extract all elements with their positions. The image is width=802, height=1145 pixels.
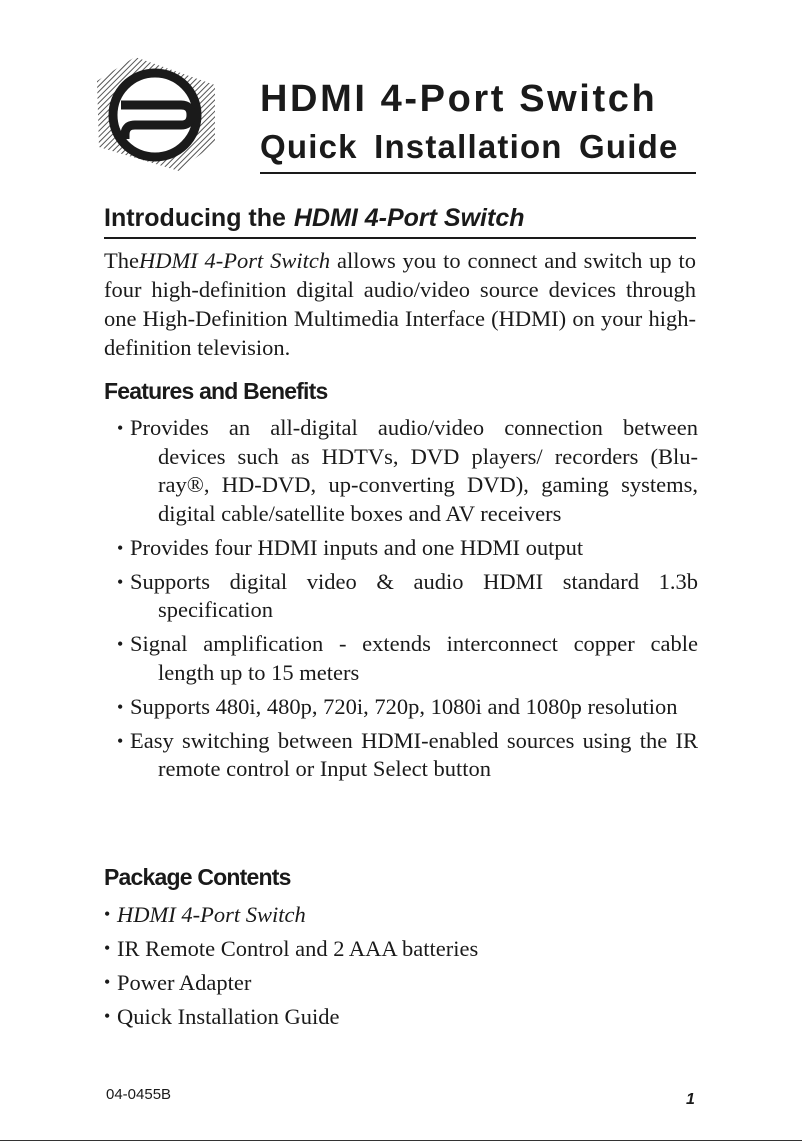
list-item bbox=[104, 630, 698, 687]
intro-paragraph bbox=[104, 246, 696, 362]
bullet-icon: • bbox=[104, 972, 111, 992]
intro-para-rest: allows you to connect and switch up to four high-definition digital audio/video source devices through one High-Definition Multimedia Interface (HDMI) on your high-definition television. bbox=[104, 248, 696, 360]
package-text: Power Adapter bbox=[117, 970, 252, 995]
intro-para-lead: The bbox=[104, 248, 139, 273]
list-item bbox=[104, 693, 698, 722]
list-item bbox=[104, 900, 698, 929]
bullet-icon: • bbox=[117, 537, 124, 558]
list-item bbox=[104, 414, 698, 528]
list-item bbox=[104, 1002, 698, 1031]
features-heading: Features and Benefits bbox=[104, 378, 328, 404]
bullet-icon: • bbox=[117, 418, 124, 438]
list-item bbox=[104, 934, 698, 963]
intro-para-product: HDMI 4-Port Switch bbox=[138, 248, 331, 273]
page-number: 1 bbox=[686, 1091, 695, 1108]
intro-heading-product: HDMI 4-Port Switch bbox=[293, 204, 525, 232]
feature-text: Provides four HDMI inputs and one HDMI output bbox=[130, 534, 584, 560]
title-block bbox=[260, 76, 696, 168]
page-subtitle: Quick Installation Guide bbox=[260, 128, 679, 165]
package-text: IR Remote Control and 2 AAA batteries bbox=[117, 936, 479, 961]
intro-heading bbox=[104, 202, 525, 234]
title-divider bbox=[260, 172, 696, 174]
list-item bbox=[104, 727, 698, 784]
list-item bbox=[104, 968, 698, 997]
bullet-icon: • bbox=[104, 938, 111, 958]
bullet-icon: • bbox=[117, 696, 124, 717]
page-title: HDMI 4-Port Switch bbox=[260, 78, 658, 120]
bullet-icon: • bbox=[104, 904, 111, 924]
package-list bbox=[104, 900, 698, 1036]
siig-logo-icon bbox=[95, 55, 217, 173]
feature-text: Signal amplification - extends interconnect copper cable length up to 15 meters bbox=[130, 631, 698, 685]
intro-heading-plain: Introducing the bbox=[104, 204, 286, 232]
feature-text: Supports digital video & audio HDMI standard 1.3b specification bbox=[130, 568, 698, 622]
package-text: HDMI 4-Port Switch bbox=[117, 902, 306, 927]
list-item bbox=[104, 568, 698, 625]
bullet-icon: • bbox=[117, 571, 124, 592]
package-text: Quick Installation Guide bbox=[117, 1004, 340, 1029]
intro-divider bbox=[104, 237, 696, 239]
list-item bbox=[104, 534, 698, 563]
feature-text: Easy switching between HDMI-enabled sources using the IR remote control or Input Select button bbox=[130, 727, 698, 781]
feature-text: Provides an all-digital audio/video connection between devices such as HDTVs, DVD players/ recorders (Blu-ray®, HD-DVD, up-converting DVD), gaming systems, digital cable/satellite boxes and AV receivers bbox=[130, 415, 698, 526]
bullet-icon: • bbox=[117, 730, 124, 751]
feature-text: Supports 480i, 480p, 720i, 720p, 1080i and 1080p resolution bbox=[130, 693, 678, 719]
features-list bbox=[104, 414, 698, 789]
bottom-border bbox=[0, 1140, 802, 1141]
document-code: 04-0455B bbox=[106, 1086, 172, 1103]
bullet-icon: • bbox=[104, 1006, 111, 1026]
bullet-icon: • bbox=[117, 634, 124, 654]
package-heading: Package Contents bbox=[104, 864, 291, 890]
